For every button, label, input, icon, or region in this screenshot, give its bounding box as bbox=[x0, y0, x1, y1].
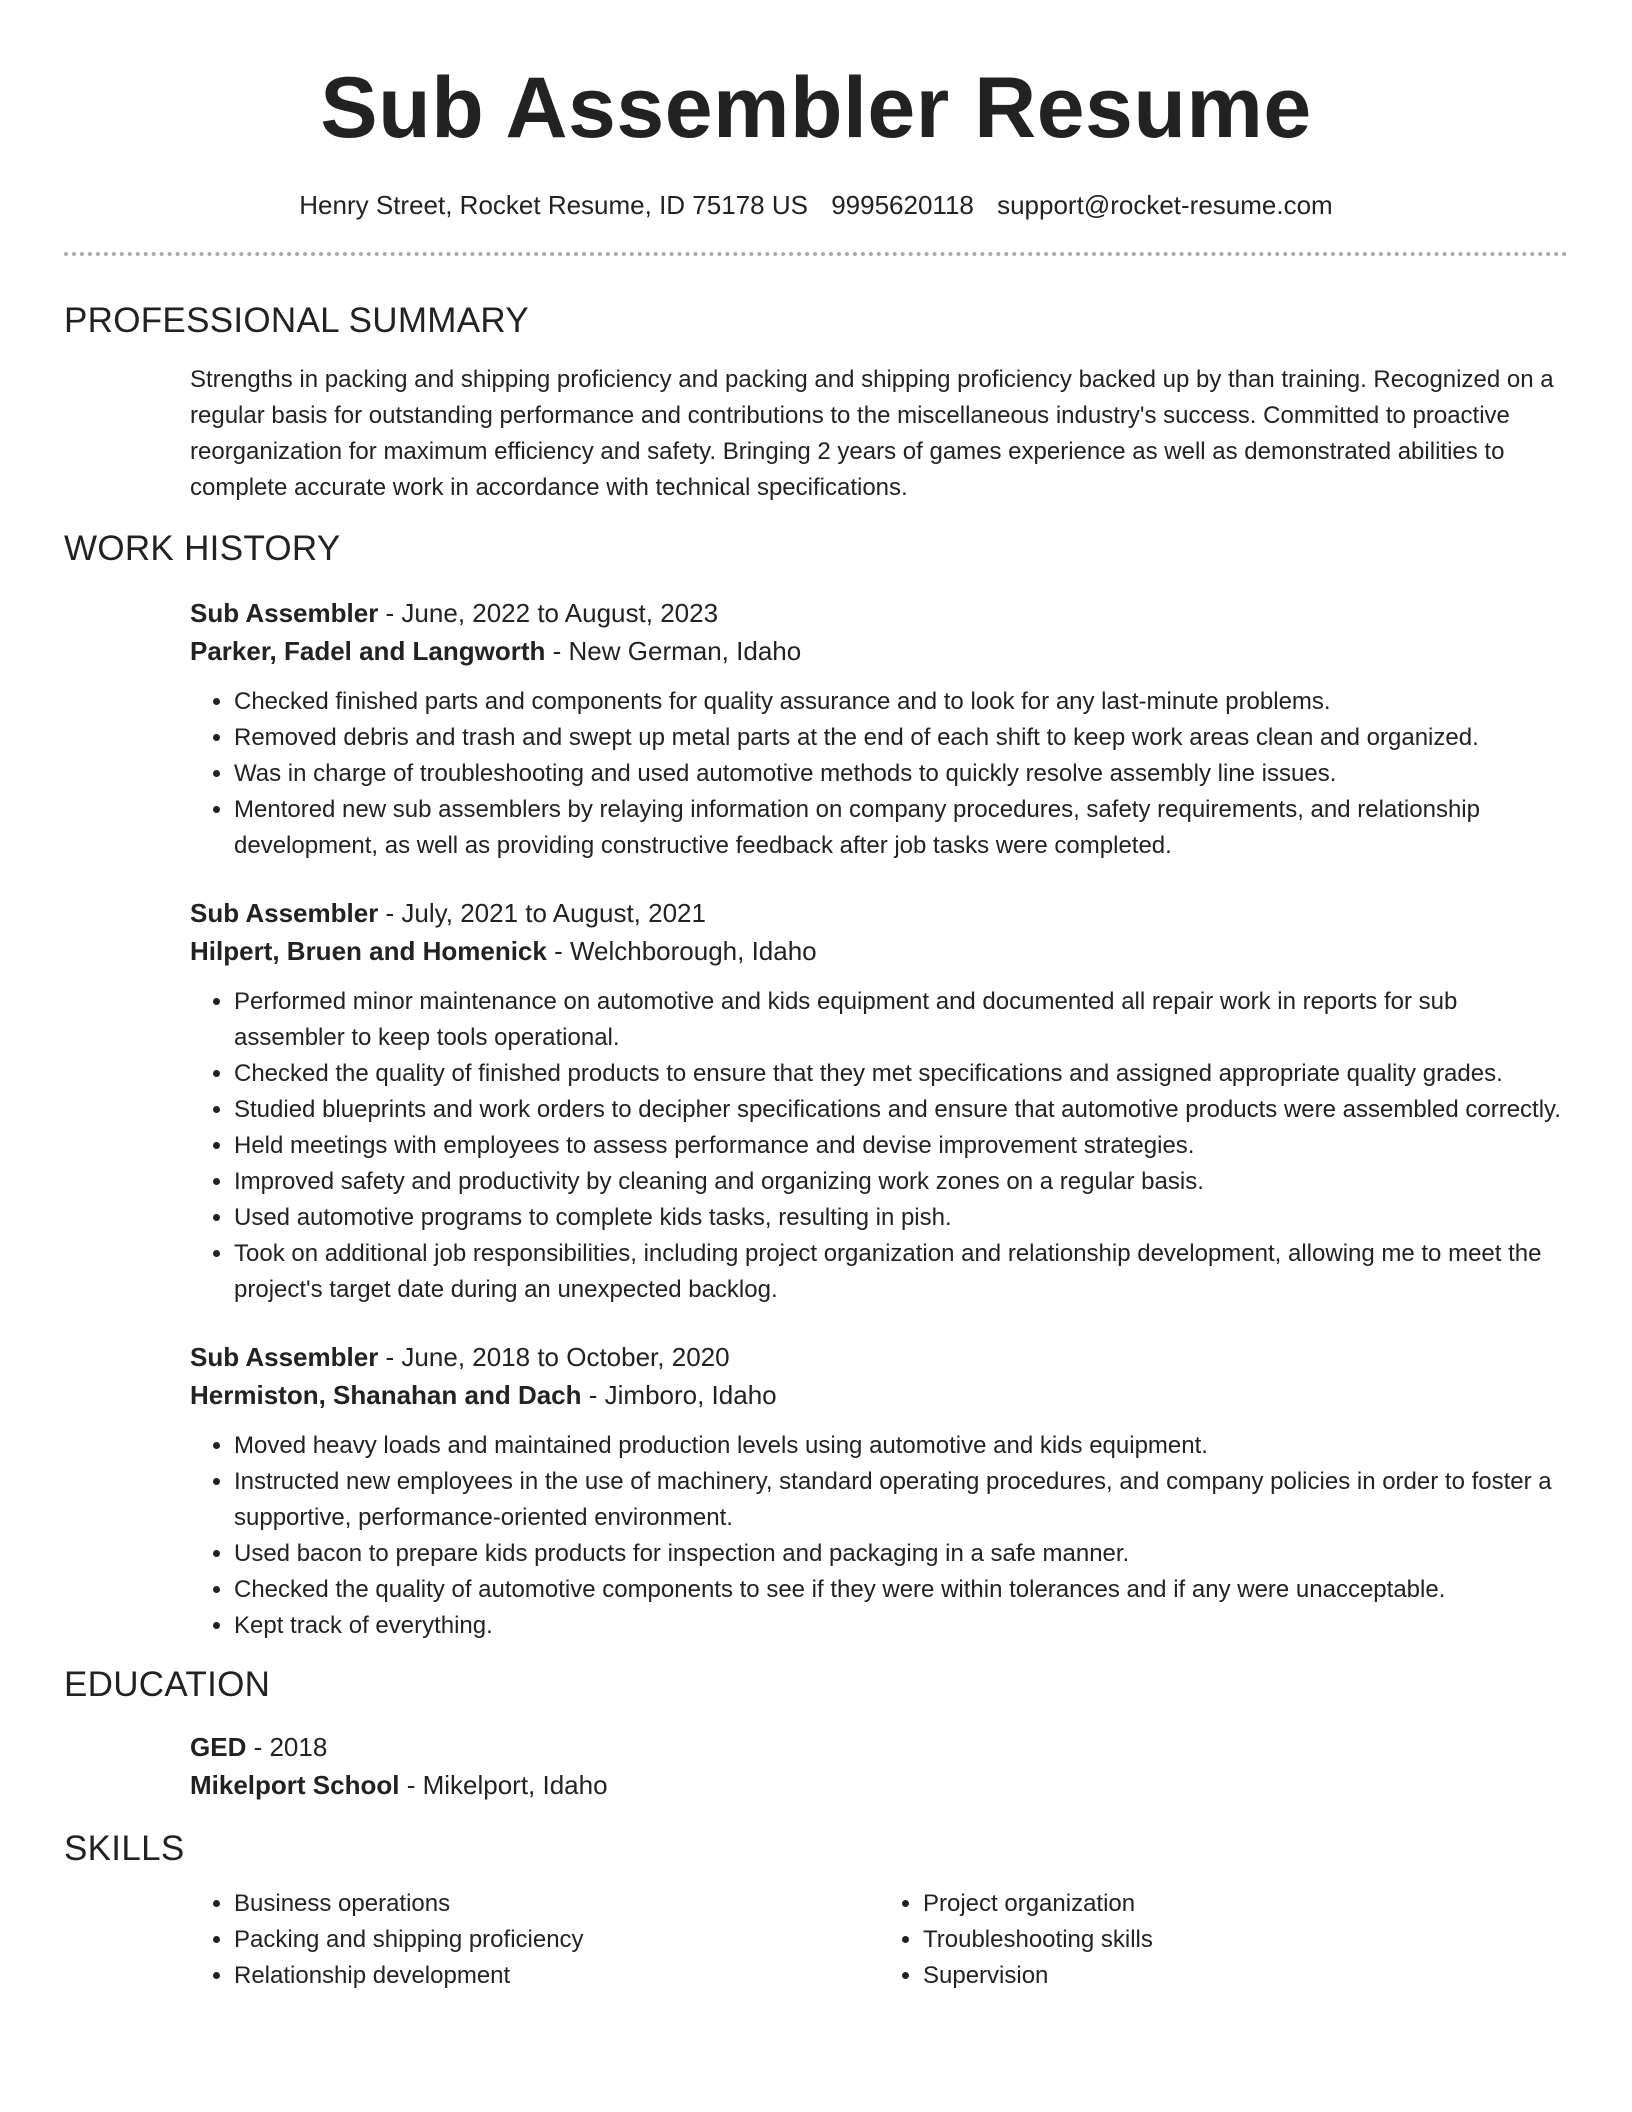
job-company-line bbox=[190, 632, 1568, 670]
job-dates: - July, 2021 to August, 2021 bbox=[378, 898, 706, 928]
job-entry bbox=[190, 894, 1568, 1308]
job-bullet: • Improved safety and productivity by cleaning and organizing work zones on a regular basis. bbox=[234, 1164, 1568, 1200]
education-school-line bbox=[190, 1766, 1568, 1804]
job-title: Sub Assembler bbox=[190, 898, 379, 928]
job-bullet: • Studied blueprints and work orders to decipher specifications and ensure that automotive products were assembled correctly. bbox=[234, 1092, 1568, 1128]
skill-item: • Project organization bbox=[923, 1886, 1568, 1922]
education-school: Mikelport School bbox=[190, 1770, 400, 1800]
job-company: Hilpert, Bruen and Homenick bbox=[190, 936, 547, 966]
skill-item: • Packing and shipping proficiency bbox=[234, 1922, 879, 1958]
job-bullet: • Took on additional job responsibilities, including project organization and relationship development, allowing me to meet the project's target date during an unexpected backlog. bbox=[234, 1236, 1568, 1308]
skills-heading: SKILLS bbox=[64, 1829, 185, 1868]
job-title-line bbox=[190, 1338, 1568, 1376]
job-title: Sub Assembler bbox=[190, 1342, 379, 1372]
education-year: - 2018 bbox=[246, 1732, 328, 1762]
job-bullet: • Instructed new employees in the use of machinery, standard operating procedures, and company policies in order to foster a supportive, performance-oriented environment. bbox=[234, 1464, 1568, 1536]
contact-email: support@rocket-resume.com bbox=[997, 190, 1333, 220]
job-bullets bbox=[190, 1428, 1568, 1644]
skills-list bbox=[190, 1886, 1568, 1994]
job-location: - New German, Idaho bbox=[545, 636, 802, 666]
contact-phone: 9995620118 bbox=[831, 190, 974, 220]
job-bullet: • Mentored new sub assemblers by relaying information on company procedures, safety requirements, and relationship development, as well as providing constructive feedback after job tasks were completed. bbox=[234, 792, 1568, 864]
job-bullet: • Held meetings with employees to assess performance and devise improvement strategies. bbox=[234, 1128, 1568, 1164]
resume-page bbox=[64, 0, 1568, 1994]
job-company: Parker, Fadel and Langworth bbox=[190, 636, 546, 666]
skill-item: • Business operations bbox=[234, 1886, 879, 1922]
job-bullet: • Kept track of everything. bbox=[234, 1608, 1568, 1644]
education-location: - Mikelport, Idaho bbox=[399, 1770, 608, 1800]
job-title: Sub Assembler bbox=[190, 598, 379, 628]
education-heading: EDUCATION bbox=[64, 1665, 271, 1704]
job-title-line bbox=[190, 894, 1568, 932]
job-company-line bbox=[190, 932, 1568, 970]
job-company: Hermiston, Shanahan and Dach bbox=[190, 1380, 582, 1410]
job-location: - Jimboro, Idaho bbox=[581, 1380, 777, 1410]
skill-item: • Supervision bbox=[923, 1958, 1568, 1994]
job-location: - Welchborough, Idaho bbox=[546, 936, 817, 966]
job-bullet: • Was in charge of troubleshooting and used automotive methods to quickly resolve assembly line issues. bbox=[234, 756, 1568, 792]
job-dates: - June, 2022 to August, 2023 bbox=[378, 598, 719, 628]
job-bullet: • Moved heavy loads and maintained production levels using automotive and kids equipment. bbox=[234, 1428, 1568, 1464]
job-bullet: • Checked the quality of finished products to ensure that they met specifications and assigned appropriate quality grades. bbox=[234, 1056, 1568, 1092]
summary-heading: PROFESSIONAL SUMMARY bbox=[64, 301, 529, 340]
job-entry bbox=[190, 594, 1568, 864]
resume-title: Sub Assembler Resume bbox=[320, 60, 1312, 156]
skills-column-right bbox=[879, 1886, 1568, 1994]
contact-address: Henry Street, Rocket Resume, ID 75178 US bbox=[299, 190, 808, 220]
job-bullet: • Used automotive programs to complete kids tasks, resulting in pish. bbox=[234, 1200, 1568, 1236]
education-degree-line bbox=[190, 1728, 1568, 1766]
header-divider bbox=[64, 252, 1568, 256]
education-entry bbox=[190, 1728, 1568, 1804]
contact-line bbox=[64, 188, 1568, 222]
job-company-line bbox=[190, 1376, 1568, 1414]
skill-item: • Relationship development bbox=[234, 1958, 879, 1994]
job-bullets bbox=[190, 984, 1568, 1308]
job-bullet: • Checked finished parts and components for quality assurance and to look for any last-minute problems. bbox=[234, 684, 1568, 720]
summary-text: Strengths in packing and shipping proficiency and packing and shipping proficiency backed up by than training. Recognized on a regular basis for outstanding performance and contributions to the miscellaneous industry's success. Committed to proactive reorganization for maximum efficiency and safety. Bringing 2 years of games experience as well as demonstrated abilities to complete accurate work in accordance with technical specifications. bbox=[190, 366, 1554, 501]
job-bullet: • Performed minor maintenance on automotive and kids equipment and documented all repair work in reports for sub assembler to keep tools operational. bbox=[234, 984, 1568, 1056]
job-dates: - June, 2018 to October, 2020 bbox=[378, 1342, 730, 1372]
job-bullet: • Removed debris and trash and swept up metal parts at the end of each shift to keep work areas clean and organized. bbox=[234, 720, 1568, 756]
job-bullets bbox=[190, 684, 1568, 864]
job-entry bbox=[190, 1338, 1568, 1644]
job-bullet: • Checked the quality of automotive components to see if they were within tolerances and if any were unacceptable. bbox=[234, 1572, 1568, 1608]
job-bullet: • Used bacon to prepare kids products for inspection and packaging in a safe manner. bbox=[234, 1536, 1568, 1572]
education-degree: GED bbox=[190, 1732, 247, 1762]
work-history-heading: WORK HISTORY bbox=[64, 529, 341, 568]
skills-column-left bbox=[190, 1886, 879, 1994]
job-title-line bbox=[190, 594, 1568, 632]
skill-item: • Troubleshooting skills bbox=[923, 1922, 1568, 1958]
